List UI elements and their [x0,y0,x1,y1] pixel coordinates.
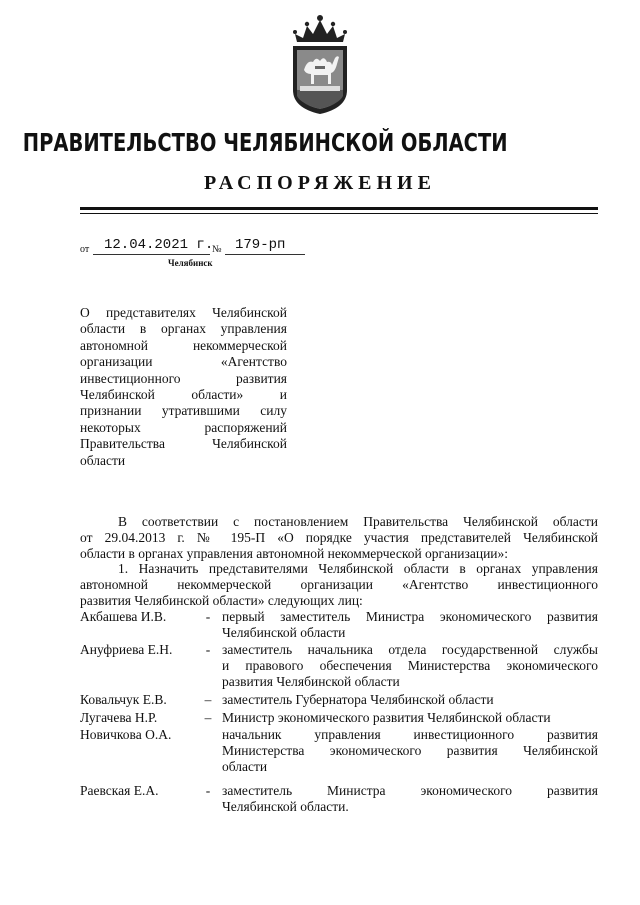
subject-line: Правительства Челябинской [80,436,287,452]
position-line: развития Челябинской области [222,673,400,689]
date-number-line [80,237,310,259]
preamble-line: от 29.04.2013 г. № 195-П «О порядке участия представителей Челябинской [80,529,598,545]
government-title: ПРАВИТЕЛЬСТВО ЧЕЛЯБИНСКОЙ ОБЛАСТИ [22,128,508,157]
person-name: Ануфриева Е.Н. [80,642,173,658]
person-position [222,642,598,689]
document-body [80,514,598,814]
position-line: Челябинской области [222,624,346,640]
document-date: 12.04.2021 г. [104,237,214,253]
position-line: области [222,758,268,774]
person-name: Раевская Е.А. [80,782,159,798]
subject-line: области [80,452,126,468]
city-label: Челябинск [168,258,213,268]
position-line: Министерства экономического развития Челябинской [222,743,598,759]
person-position [222,692,598,708]
person-entry [80,783,598,815]
person-position [222,727,598,774]
chelyabinsk-coat-of-arms-icon [287,12,353,116]
person-name: Лугачева Н.Р. [80,709,158,725]
subject-line: некоторых распоряжений [80,419,287,435]
person-dash: – [204,691,212,707]
date-underline [93,254,210,255]
position-line: начальник управления инвестиционного развития [222,727,598,743]
person-entry [80,609,598,641]
position-line: заместитель Губернатора Челябинской области [222,691,494,707]
person-dash: - [205,782,211,798]
subject-line: О представителях Челябинской [80,305,287,320]
person-dash: - [205,608,211,624]
subject-line: признании утратившими силу [80,403,287,419]
document-number: 179-рп [235,237,286,253]
subject-line: инвестиционного развития [80,370,287,386]
number-underline [225,254,305,255]
person-name: Новичкова О.А. [80,727,172,743]
person-dash: - [205,642,211,658]
document-type-title: РАСПОРЯЖЕНИЕ [204,172,436,194]
position-line: заместитель Министра экономического развития [222,782,598,798]
person-position [222,783,598,815]
position-line: заместитель начальника отдела государственной службы [222,642,598,658]
preamble-line: В соответствии с постановлением Правительства Челябинской области [118,514,598,529]
header-rule-thin [80,213,598,214]
person-dash: – [204,709,212,725]
subject-line: Челябинской области» и [80,387,287,403]
subject-line: автономной некоммерческой [80,337,287,353]
item-1-paragraph [80,561,598,608]
subject-line: организации «Агентство [80,354,287,370]
person-entry [80,710,598,726]
item-1-line: 1. Назначить представителями Челябинской области в органах управления [118,561,598,577]
position-line: и правового обеспечения Министерства экономического [222,658,598,674]
from-label: от [80,244,90,255]
preamble-line: области в органах управления автономной некоммерческой организации»: [80,545,509,561]
person-position [222,710,598,726]
position-line: Челябинской области. [222,798,349,814]
preamble-paragraph [80,514,598,561]
document-subject [80,305,287,469]
number-label: № [212,244,222,255]
item-1-line: автономной некоммерческой организации «Агентство инвестиционного [80,577,598,593]
person-name: Акбашева И.В. [80,608,167,624]
subject-line: области в органах управления [80,321,287,337]
position-line: первый заместитель Министра экономического развития [222,608,598,624]
person-entry [80,692,598,708]
persons-list [80,609,598,815]
person-entry [80,727,598,774]
item-1-line: развития Челябинской области» следующих лиц: [80,592,363,608]
header-rule-thick [80,207,598,210]
position-line: Министр экономического развития Челябинской области [222,709,551,725]
person-name: Ковальчук Е.В. [80,691,167,707]
person-position [222,609,598,641]
person-entry [80,642,598,689]
